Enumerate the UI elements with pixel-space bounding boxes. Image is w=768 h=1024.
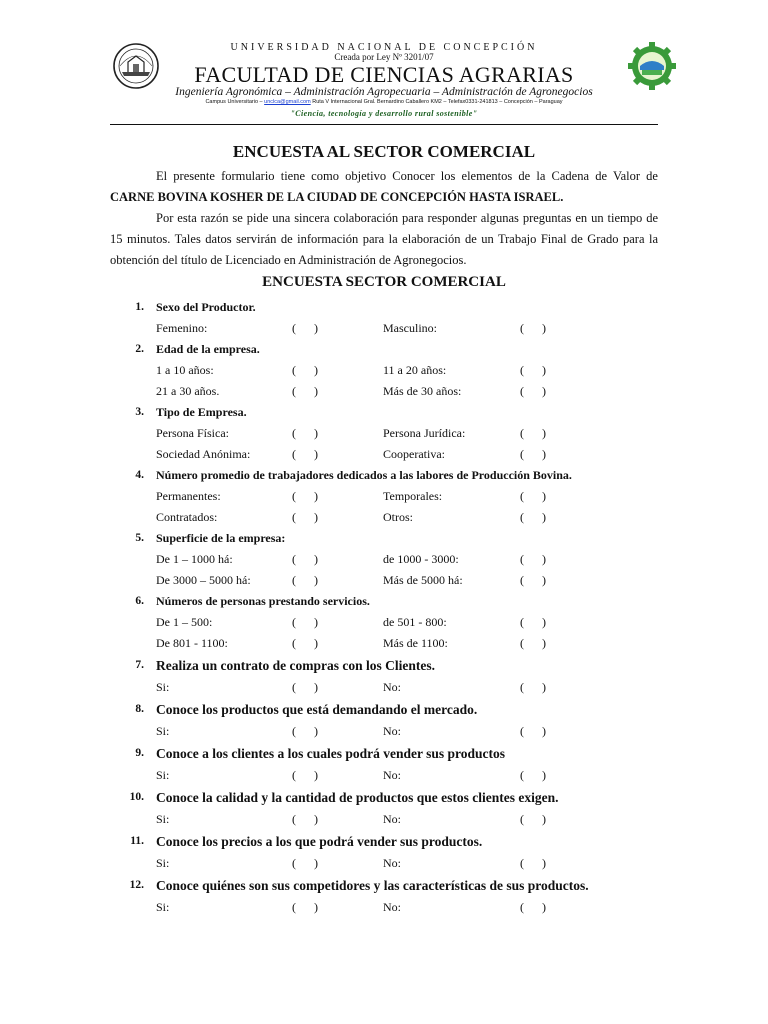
answer-checkbox[interactable]: ( ) bbox=[292, 768, 318, 782]
answer-checkbox[interactable]: ( ) bbox=[292, 900, 318, 914]
answer-checkbox[interactable]: ( ) bbox=[520, 552, 546, 566]
question-header bbox=[110, 528, 658, 549]
survey-subtitle: ENCUESTA SECTOR COMERCIAL bbox=[262, 274, 506, 290]
question-9 bbox=[110, 742, 658, 786]
answer-checkbox[interactable]: ( ) bbox=[520, 573, 546, 587]
answer-checkbox[interactable]: ( ) bbox=[292, 552, 318, 566]
answer-checkbox[interactable]: ( ) bbox=[520, 363, 546, 377]
option-label: Si: bbox=[156, 856, 170, 870]
answer-checkbox[interactable]: ( ) bbox=[292, 447, 318, 461]
option-label: No: bbox=[383, 900, 401, 914]
answer-checkbox[interactable]: ( ) bbox=[520, 489, 546, 503]
option-row bbox=[110, 360, 658, 381]
question-4 bbox=[110, 465, 658, 528]
option-row bbox=[110, 486, 658, 507]
option-label: De 1 – 500: bbox=[156, 615, 213, 629]
question-text: Conoce los productos que está demandando el mercado. bbox=[156, 702, 478, 717]
question-number: 9. bbox=[135, 747, 144, 759]
intro-paragraph-1 bbox=[110, 166, 658, 208]
question-header bbox=[110, 297, 658, 318]
option-label: No: bbox=[383, 680, 401, 694]
answer-checkbox[interactable]: ( ) bbox=[292, 812, 318, 826]
question-11 bbox=[110, 830, 658, 874]
question-8 bbox=[110, 698, 658, 742]
question-header bbox=[110, 465, 658, 486]
option-label: Si: bbox=[156, 680, 170, 694]
question-header bbox=[110, 402, 658, 423]
question-3 bbox=[110, 402, 658, 465]
question-number: 8. bbox=[135, 703, 144, 715]
careers-line: Ingeniería Agronómica – Administración Agropecuaria – Administración de Agronegocios bbox=[175, 86, 593, 98]
option-label: Femenino: bbox=[156, 321, 208, 335]
question-6 bbox=[110, 591, 658, 654]
answer-checkbox[interactable]: ( ) bbox=[292, 615, 318, 629]
answer-checkbox[interactable]: ( ) bbox=[292, 321, 318, 335]
email-link[interactable]: unclca@gmail.com bbox=[264, 99, 311, 105]
option-label: Permanentes: bbox=[156, 489, 221, 503]
option-label: No: bbox=[383, 812, 401, 826]
faculty-name: FACULTAD DE CIENCIAS AGRARIAS bbox=[194, 62, 574, 87]
page-title: ENCUESTA AL SECTOR COMERCIAL bbox=[232, 142, 536, 161]
address-line bbox=[110, 99, 658, 105]
creation-law: Creada por Ley Nº 3201/07 bbox=[334, 52, 434, 62]
question-text: Conoce los precios a los que podrá vender sus productos. bbox=[156, 834, 483, 849]
answer-checkbox[interactable]: ( ) bbox=[292, 510, 318, 524]
question-number: 5. bbox=[135, 532, 144, 544]
option-row bbox=[110, 570, 658, 591]
answer-checkbox[interactable]: ( ) bbox=[292, 384, 318, 398]
option-label: Otros: bbox=[383, 510, 413, 524]
question-text: Conoce la calidad y la cantidad de productos que estos clientes exigen. bbox=[156, 790, 559, 805]
option-label: 21 a 30 años. bbox=[156, 384, 220, 398]
question-header bbox=[110, 786, 658, 809]
option-label: Si: bbox=[156, 724, 170, 738]
question-12 bbox=[110, 874, 658, 918]
question-7 bbox=[110, 654, 658, 698]
option-label: Masculino: bbox=[383, 321, 437, 335]
answer-checkbox[interactable]: ( ) bbox=[520, 856, 546, 870]
option-label: de 501 - 800: bbox=[383, 615, 447, 629]
option-label: Si: bbox=[156, 768, 170, 782]
intro-paragraph-2: Por esta razón se pide una sincera colaboración para responder algunas preguntas en un tiempo de 15 minutos. Tales datos servirán de información para la elaboración de un Trabajo Final de Grado para la obtención del título de Licenciado en Administración de Agronegocios. bbox=[110, 211, 658, 267]
option-label: Persona Física: bbox=[156, 426, 229, 440]
question-number: 6. bbox=[135, 595, 144, 607]
option-row bbox=[110, 677, 658, 698]
answer-checkbox[interactable]: ( ) bbox=[292, 856, 318, 870]
answer-checkbox[interactable]: ( ) bbox=[520, 510, 546, 524]
question-number: 4. bbox=[135, 469, 144, 481]
question-text: Tipo de Empresa. bbox=[156, 405, 247, 419]
option-row bbox=[110, 423, 658, 444]
option-label: Si: bbox=[156, 900, 170, 914]
question-number: 11. bbox=[130, 835, 144, 847]
answer-checkbox[interactable]: ( ) bbox=[292, 636, 318, 650]
university-name: UNIVERSIDAD NACIONAL DE CONCEPCIÓN bbox=[230, 42, 538, 53]
question-number: 12. bbox=[129, 879, 144, 891]
answer-checkbox[interactable]: ( ) bbox=[292, 426, 318, 440]
option-row bbox=[110, 721, 658, 742]
answer-checkbox[interactable]: ( ) bbox=[520, 426, 546, 440]
option-label: No: bbox=[383, 724, 401, 738]
option-row bbox=[110, 549, 658, 570]
intro-p1-text: El presente formulario tiene como objetivo Conocer los elementos de la Cadena de Valor de bbox=[156, 169, 658, 183]
answer-checkbox[interactable]: ( ) bbox=[292, 363, 318, 377]
option-label: De 3000 – 5000 há: bbox=[156, 573, 251, 587]
option-label: Cooperativa: bbox=[383, 447, 445, 461]
answer-checkbox[interactable]: ( ) bbox=[520, 900, 546, 914]
answer-checkbox[interactable]: ( ) bbox=[520, 636, 546, 650]
answer-checkbox[interactable]: ( ) bbox=[292, 724, 318, 738]
answer-checkbox[interactable]: ( ) bbox=[520, 384, 546, 398]
option-label: Temporales: bbox=[383, 489, 443, 503]
question-text: Realiza un contrato de compras con los Clientes. bbox=[156, 658, 435, 673]
option-label: Persona Jurídica: bbox=[383, 426, 466, 440]
answer-checkbox[interactable]: ( ) bbox=[520, 680, 546, 694]
question-text: Conoce quiénes son sus competidores y las características de sus productos. bbox=[156, 878, 589, 893]
option-label: No: bbox=[383, 856, 401, 870]
motto: "Ciencia, tecnología y desarrollo rural sostenible" bbox=[290, 109, 478, 118]
answer-checkbox[interactable]: ( ) bbox=[520, 321, 546, 335]
answer-checkbox[interactable]: ( ) bbox=[292, 573, 318, 587]
option-label: Más de 5000 há: bbox=[383, 573, 463, 587]
option-label: de 1000 - 3000: bbox=[383, 552, 459, 566]
question-list bbox=[110, 297, 658, 918]
question-header bbox=[110, 591, 658, 612]
question-text: Números de personas prestando servicios. bbox=[156, 594, 370, 608]
option-row bbox=[110, 809, 658, 830]
option-label: De 1 – 1000 há: bbox=[156, 552, 233, 566]
question-10 bbox=[110, 786, 658, 830]
question-text: Edad de la empresa. bbox=[156, 342, 260, 356]
question-text: Superficie de la empresa: bbox=[156, 531, 286, 545]
option-row bbox=[110, 765, 658, 786]
option-label: Más de 30 años: bbox=[383, 384, 462, 398]
address-prefix: Campus Universitario – bbox=[205, 99, 265, 105]
question-text: Número promedio de trabajadores dedicados a las labores de Producción Bovina. bbox=[156, 468, 572, 482]
option-row bbox=[110, 318, 658, 339]
intro-text bbox=[110, 166, 658, 271]
letterhead bbox=[110, 40, 658, 126]
option-row bbox=[110, 507, 658, 528]
question-header bbox=[110, 339, 658, 360]
intro-p1-bold: CARNE BOVINA KOSHER DE LA CIUDAD DE CONCEPCIÓN HASTA ISRAEL. bbox=[110, 190, 564, 204]
question-text: Sexo del Productor. bbox=[156, 300, 256, 314]
option-row bbox=[110, 381, 658, 402]
option-label: Contratados: bbox=[156, 510, 218, 524]
question-1 bbox=[110, 297, 658, 339]
question-number: 1. bbox=[135, 301, 144, 313]
question-header bbox=[110, 742, 658, 765]
option-row bbox=[110, 612, 658, 633]
option-label: 1 a 10 años: bbox=[156, 363, 214, 377]
question-number: 10. bbox=[129, 791, 144, 803]
answer-checkbox[interactable]: ( ) bbox=[520, 768, 546, 782]
header-divider bbox=[110, 124, 658, 125]
answer-checkbox[interactable]: ( ) bbox=[520, 724, 546, 738]
question-header bbox=[110, 654, 658, 677]
question-header bbox=[110, 874, 658, 897]
option-label: Sociedad Anónima: bbox=[156, 447, 251, 461]
question-number: 2. bbox=[135, 343, 144, 355]
question-2 bbox=[110, 339, 658, 402]
question-header bbox=[110, 830, 658, 853]
option-label: Más de 1100: bbox=[383, 636, 448, 650]
option-label: De 801 - 1100: bbox=[156, 636, 228, 650]
option-row bbox=[110, 633, 658, 654]
answer-checkbox[interactable]: ( ) bbox=[520, 447, 546, 461]
option-label: No: bbox=[383, 768, 401, 782]
question-number: 7. bbox=[135, 659, 144, 671]
option-label: Si: bbox=[156, 812, 170, 826]
option-row bbox=[110, 853, 658, 874]
option-row bbox=[110, 444, 658, 465]
address-suffix: Ruta V Internacional Gral. Bernardino Caballero KM2 – Telefax0331-241813 – Concepción – Paraguay bbox=[310, 99, 563, 105]
answer-checkbox[interactable]: ( ) bbox=[520, 812, 546, 826]
question-text: Conoce a los clientes a los cuales podrá vender sus productos bbox=[156, 746, 506, 761]
answer-checkbox[interactable]: ( ) bbox=[520, 615, 546, 629]
answer-checkbox[interactable]: ( ) bbox=[292, 680, 318, 694]
question-5 bbox=[110, 528, 658, 591]
question-number: 3. bbox=[135, 406, 144, 418]
option-label: 11 a 20 años: bbox=[383, 363, 447, 377]
answer-checkbox[interactable]: ( ) bbox=[292, 489, 318, 503]
question-header bbox=[110, 698, 658, 721]
option-row bbox=[110, 897, 658, 918]
